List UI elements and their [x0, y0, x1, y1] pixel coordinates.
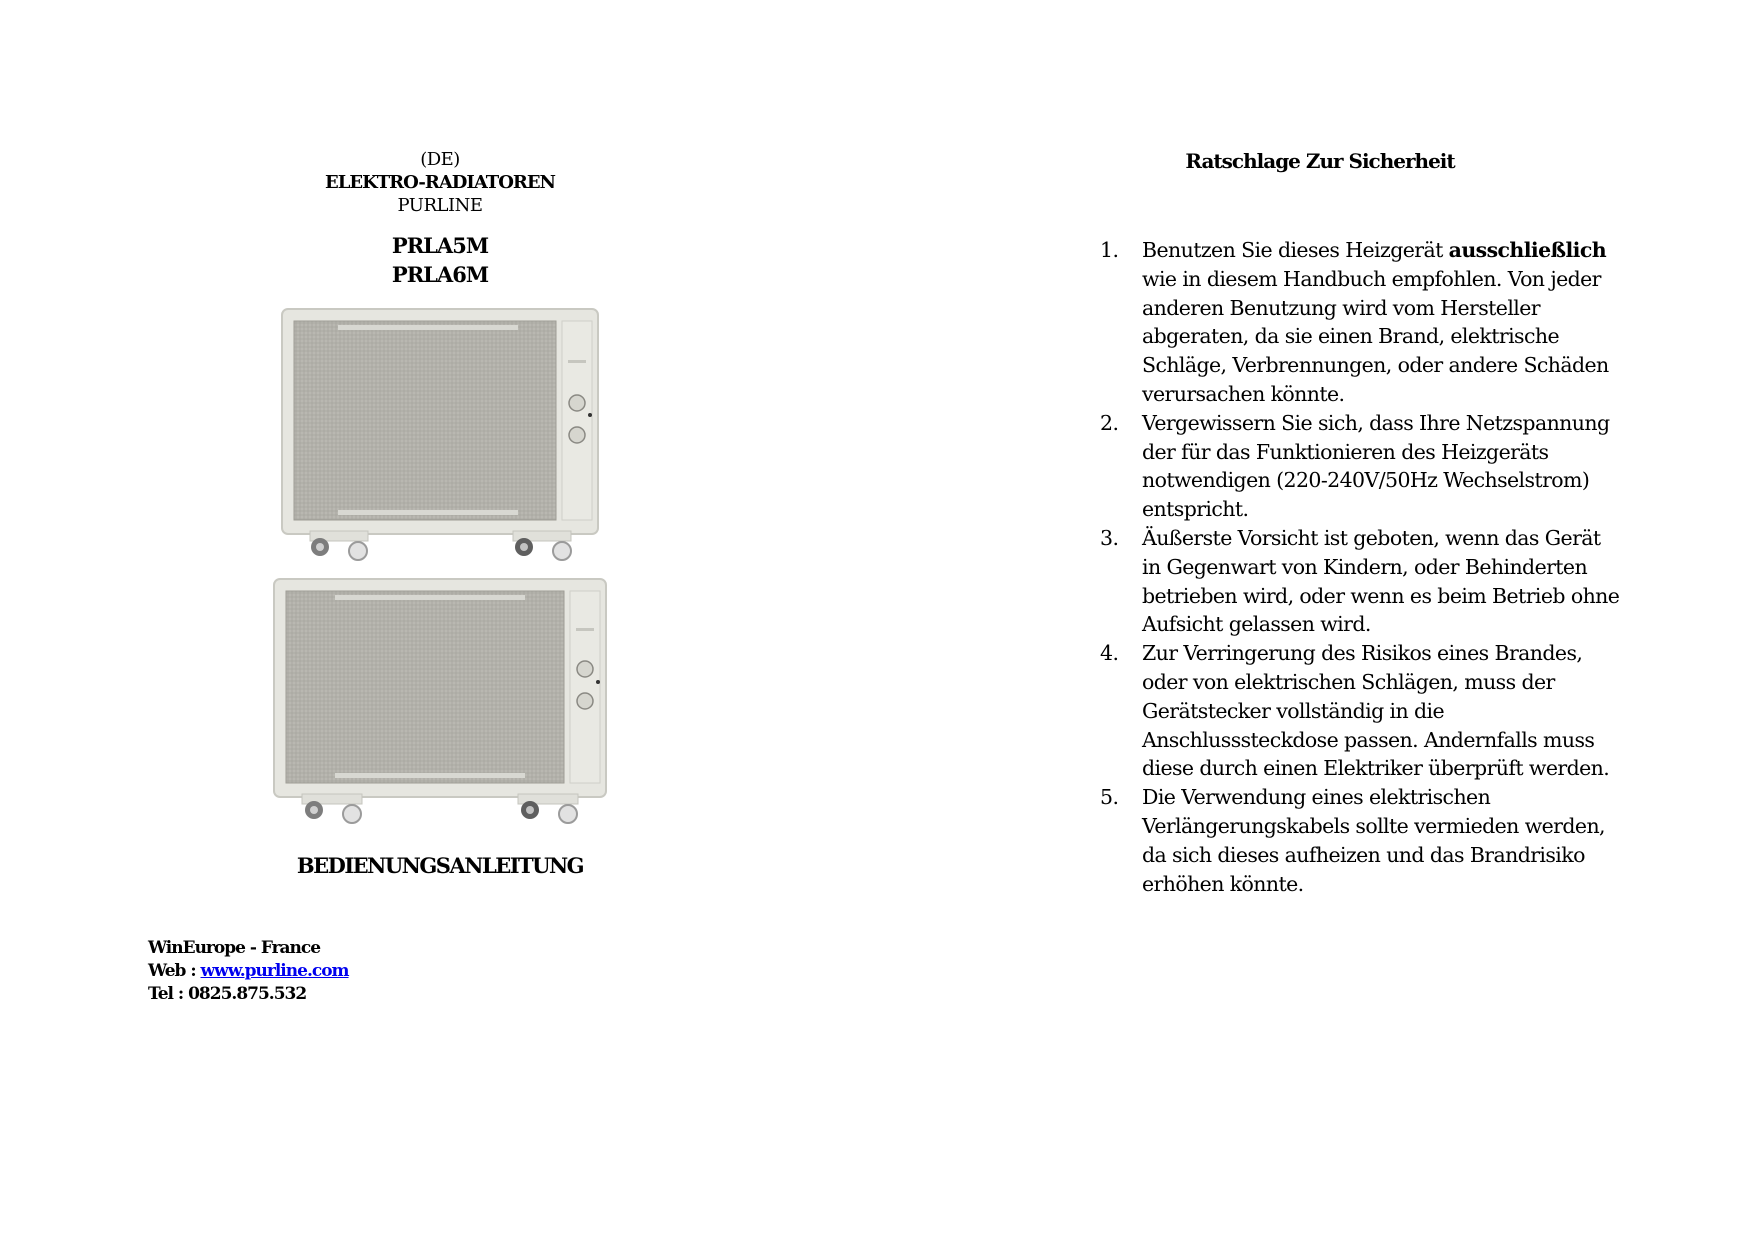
web-label: Web :: [148, 961, 201, 981]
safety-list: [1100, 236, 1620, 898]
item-number: 1.: [1100, 238, 1119, 262]
radiator-image-prla6m: [270, 575, 610, 835]
model-number: PRLA5M: [391, 233, 489, 258]
manual-title: BEDIENUNGSANLEITUNG: [296, 853, 584, 878]
company-phone: Tel : 0825.875.532: [148, 984, 307, 1004]
safety-text: Die Verwendung eines elektrischen Verlängerungskabels sollte vermieden werden, da sich dieses aufheizen und das Brandrisiko erhöhen könnte.: [1142, 785, 1605, 896]
website-link[interactable]: www.purline.com: [200, 961, 349, 981]
company-contact: [148, 937, 349, 1006]
item-number: 3.: [1100, 525, 1119, 550]
safety-text: Benutzen Sie dieses Heizgerät: [1142, 238, 1449, 262]
item-number: 5.: [1100, 785, 1119, 810]
safety-text: wie in diesem Handbuch empfohlen. Von jeder anderen Benutzung wird vom Hersteller abgeraten, da sie einen Brand, elektrische Schläge, Verbrennungen, oder andere Schäden verursachen könnte.: [1142, 266, 1609, 406]
emphasis-text: ausschließlich: [1448, 238, 1607, 262]
company-web: [148, 960, 349, 983]
model-number: PRLA6M: [391, 262, 489, 287]
safety-text: Vergewissern Sie sich, dass Ihre Netzspannung der für das Funktionieren des Heizgeräts notwendigen (220-240V/50Hz Wechselstrom) entspricht.: [1142, 410, 1610, 522]
item-number: 2.: [1100, 410, 1119, 435]
safety-item: [1100, 236, 1620, 409]
safety-text: Äußerste Vorsicht ist geboten, wenn das Gerät in Gegenwart von Kindern, oder Behinderten betrieben wird, oder wenn es beim Betrieb ohne Aufsicht gelassen wird.: [1142, 525, 1620, 637]
safety-title: Ratschlage Zur Sicherheit: [1185, 149, 1455, 173]
safety-item: [1100, 783, 1620, 898]
brand-name: PURLINE: [397, 195, 483, 216]
cover-header: [190, 148, 690, 289]
safety-item: [1100, 524, 1620, 639]
radiator-image-prla5m: [278, 305, 608, 570]
model-list: [190, 231, 690, 289]
language-code: (DE): [420, 149, 460, 170]
item-number: 4.: [1100, 641, 1119, 666]
product-images: [270, 305, 610, 835]
company-name: WinEurope - France: [148, 938, 321, 958]
product-category: ELEKTRO-RADIATOREN: [324, 172, 556, 193]
safety-item: [1100, 639, 1620, 783]
safety-item: [1100, 409, 1620, 524]
safety-text: Zur Verringerung des Risikos eines Brandes, oder von elektrischen Schlägen, muss der Gerätstecker vollständig in die Anschlusssteckdose passen. Andernfalls muss diese durch einen Elektriker überprüft werden.: [1142, 641, 1610, 781]
